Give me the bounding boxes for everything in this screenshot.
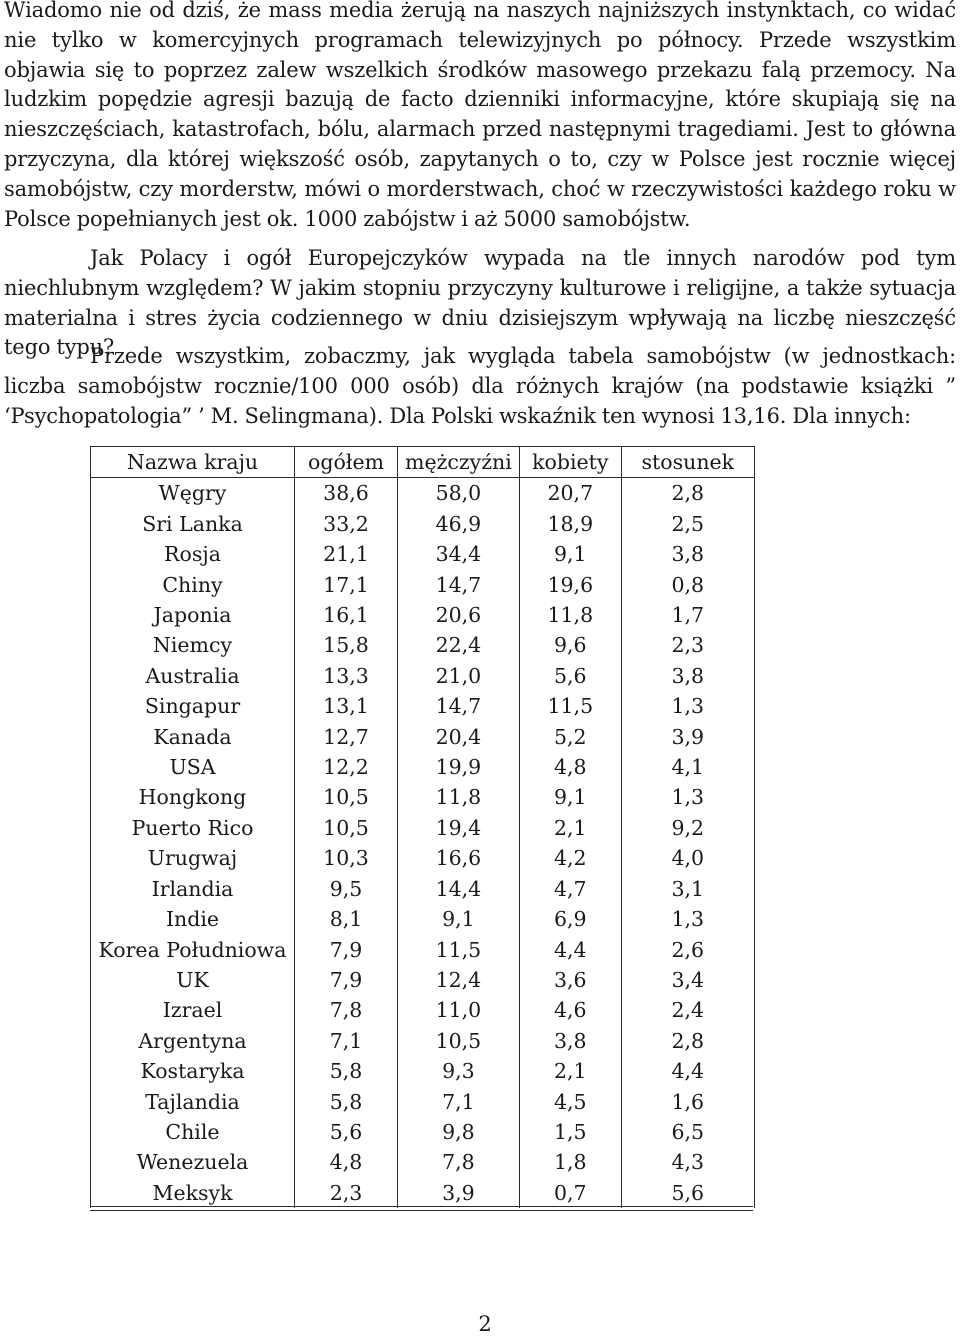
cell-men: 10,5 [398,1026,520,1056]
cell-women: 3,8 [519,1026,621,1056]
cell-men: 22,4 [398,630,520,660]
header-ratio: stosunek [621,447,754,478]
cell-women: 6,9 [519,904,621,934]
cell-total: 10,5 [295,813,398,843]
cell-ratio: 2,3 [621,630,754,660]
paragraph-table-intro-text: Przede wszystkim, zobaczmy, jak wygląda tabela samobójstw (w jednostkach: liczba samobójstw rocznie/100 000 osób) dla różnych krajów (na podstawie książki ” ‘Psychopatologia” ’ M. Selingmana). Dla Polski wskaźnik ten wynosi 13,16. Dla innych: [4,344,956,428]
cell-men: 21,0 [398,661,520,691]
cell-ratio: 2,6 [621,935,754,965]
cell-men: 19,9 [398,752,520,782]
cell-total: 10,5 [295,782,398,812]
cell-ratio: 2,8 [621,1026,754,1056]
cell-total: 15,8 [295,630,398,660]
cell-total: 7,8 [295,995,398,1025]
paragraph-intro [4,0,956,234]
cell-total: 17,1 [295,570,398,600]
cell-total: 33,2 [295,509,398,539]
cell-country: Wenezuela [91,1147,295,1177]
cell-country: Węgry [91,478,295,509]
cell-men: 58,0 [398,478,520,509]
cell-total: 12,7 [295,722,398,752]
table-row [91,630,755,660]
cell-total: 8,1 [295,904,398,934]
table-row [91,509,755,539]
cell-total: 16,1 [295,600,398,630]
table-row [91,691,755,721]
table-row [91,661,755,691]
cell-total: 2,3 [295,1178,398,1208]
cell-country: Chile [91,1117,295,1147]
table-row [91,1026,755,1056]
cell-men: 20,4 [398,722,520,752]
cell-country: Urugwaj [91,843,295,873]
table-row [91,904,755,934]
cell-women: 19,6 [519,570,621,600]
table-row [91,600,755,630]
cell-women: 9,1 [519,539,621,569]
cell-men: 34,4 [398,539,520,569]
cell-ratio: 1,3 [621,782,754,812]
table-body [91,478,755,1208]
cell-country: UK [91,965,295,995]
cell-men: 9,1 [398,904,520,934]
table-row [91,874,755,904]
cell-ratio: 3,8 [621,661,754,691]
paragraph-intro-text: Wiadomo nie od dziś, że mass media żerują na naszych najniższych instynktach, co widać nie tylko w komercyjnych programach telewizyjnych po północy. Przede wszystkim objawia się to poprzez zalew wszelkich środków masowego przekazu falą przemocy. Na ludzkim popędzie agresji bazują de facto dzienniki informacyjne, które skupiają się na nieszczęściach, katastrofach, bólu, alarmach przed następnymi tragediami. Jest to główna przyczyna, dla której większość osób, zapytanych o to, czy w Polsce jest rocznie więcej samobójstw, czy morderstw, mówi o morderstwach, choć w rzeczywistości każdego roku w Polsce popełnianych jest ok. 1000 zabójstw i aż 5000 samobójstw. [4,0,956,231]
cell-ratio: 4,0 [621,843,754,873]
cell-country: Izrael [91,995,295,1025]
cell-women: 18,9 [519,509,621,539]
cell-country: Hongkong [91,782,295,812]
cell-women: 20,7 [519,478,621,509]
table-row [91,1178,755,1208]
cell-total: 4,8 [295,1147,398,1177]
cell-women: 2,1 [519,813,621,843]
cell-men: 20,6 [398,600,520,630]
table-row [91,1117,755,1147]
cell-country: Sri Lanka [91,509,295,539]
page-number: 2 [478,1312,492,1336]
cell-women: 1,5 [519,1117,621,1147]
cell-men: 7,1 [398,1087,520,1117]
cell-ratio: 5,6 [621,1178,754,1208]
cell-women: 5,6 [519,661,621,691]
table-row [91,1056,755,1086]
table-header [91,447,755,478]
cell-ratio: 3,8 [621,539,754,569]
cell-men: 3,9 [398,1178,520,1208]
cell-men: 11,8 [398,782,520,812]
cell-country: Meksyk [91,1178,295,1208]
cell-ratio: 2,5 [621,509,754,539]
cell-total: 12,2 [295,752,398,782]
table-row [91,478,755,509]
table-header-row [91,447,755,478]
cell-women: 4,8 [519,752,621,782]
cell-country: Niemcy [91,630,295,660]
cell-women: 4,2 [519,843,621,873]
cell-ratio: 9,2 [621,813,754,843]
cell-total: 21,1 [295,539,398,569]
cell-women: 2,1 [519,1056,621,1086]
cell-ratio: 4,3 [621,1147,754,1177]
cell-men: 12,4 [398,965,520,995]
cell-women: 4,6 [519,995,621,1025]
cell-country: Puerto Rico [91,813,295,843]
cell-men: 14,4 [398,874,520,904]
paragraph-question-text: Jak Polacy i ogół Europejczyków wypada na tle innych narodów pod tym niechlubnym względem? W jakim stopniu przyczyny kulturowe i religijne, a także sytuacja materialna i stres życia codziennego w dniu dzisiejszym wpływają na liczbę nieszczęść tego typu? [4,246,956,360]
table-row [91,1087,755,1117]
cell-women: 9,1 [519,782,621,812]
table-row [91,570,755,600]
table-row [91,722,755,752]
header-total: ogółem [295,447,398,478]
cell-total: 9,5 [295,874,398,904]
table-row [91,1147,755,1177]
cell-country: Chiny [91,570,295,600]
cell-total: 5,8 [295,1056,398,1086]
cell-ratio: 4,1 [621,752,754,782]
cell-ratio: 4,4 [621,1056,754,1086]
cell-women: 4,5 [519,1087,621,1117]
suicide-rate-table [90,446,755,1208]
header-women: kobiety [519,447,621,478]
cell-women: 0,7 [519,1178,621,1208]
header-country: Nazwa kraju [91,447,295,478]
cell-total: 38,6 [295,478,398,509]
cell-total: 7,9 [295,935,398,965]
table-row [91,813,755,843]
table-row [91,539,755,569]
cell-ratio: 1,3 [621,904,754,934]
cell-country: Rosja [91,539,295,569]
cell-country: Singapur [91,691,295,721]
table-row [91,752,755,782]
cell-ratio: 3,9 [621,722,754,752]
cell-men: 19,4 [398,813,520,843]
cell-ratio: 1,3 [621,691,754,721]
cell-ratio: 1,7 [621,600,754,630]
cell-men: 9,8 [398,1117,520,1147]
table-row [91,782,755,812]
cell-country: Kanada [91,722,295,752]
cell-total: 7,9 [295,965,398,995]
cell-total: 13,1 [295,691,398,721]
cell-ratio: 6,5 [621,1117,754,1147]
cell-women: 5,2 [519,722,621,752]
cell-country: Indie [91,904,295,934]
cell-ratio: 3,1 [621,874,754,904]
cell-country: Kostaryka [91,1056,295,1086]
cell-country: Japonia [91,600,295,630]
table-bottom-rule [90,1206,753,1211]
cell-men: 14,7 [398,570,520,600]
cell-women: 4,4 [519,935,621,965]
cell-men: 9,3 [398,1056,520,1086]
cell-ratio: 3,4 [621,965,754,995]
cell-ratio: 2,8 [621,478,754,509]
cell-ratio: 1,6 [621,1087,754,1117]
cell-total: 13,3 [295,661,398,691]
cell-women: 4,7 [519,874,621,904]
cell-total: 5,6 [295,1117,398,1147]
cell-ratio: 0,8 [621,570,754,600]
paragraph-table-intro [4,342,956,431]
cell-men: 46,9 [398,509,520,539]
cell-men: 16,6 [398,843,520,873]
cell-country: Korea Południowa [91,935,295,965]
cell-men: 11,0 [398,995,520,1025]
table-row [91,995,755,1025]
cell-women: 3,6 [519,965,621,995]
cell-ratio: 2,4 [621,995,754,1025]
table-row [91,935,755,965]
cell-country: Tajlandia [91,1087,295,1117]
cell-country: USA [91,752,295,782]
cell-women: 11,5 [519,691,621,721]
cell-men: 14,7 [398,691,520,721]
cell-women: 11,8 [519,600,621,630]
cell-total: 10,3 [295,843,398,873]
table-row [91,965,755,995]
cell-men: 11,5 [398,935,520,965]
cell-country: Irlandia [91,874,295,904]
cell-country: Australia [91,661,295,691]
cell-total: 7,1 [295,1026,398,1056]
table-row [91,843,755,873]
cell-women: 1,8 [519,1147,621,1177]
cell-men: 7,8 [398,1147,520,1177]
header-men: mężczyźni [398,447,520,478]
cell-women: 9,6 [519,630,621,660]
cell-country: Argentyna [91,1026,295,1056]
cell-total: 5,8 [295,1087,398,1117]
